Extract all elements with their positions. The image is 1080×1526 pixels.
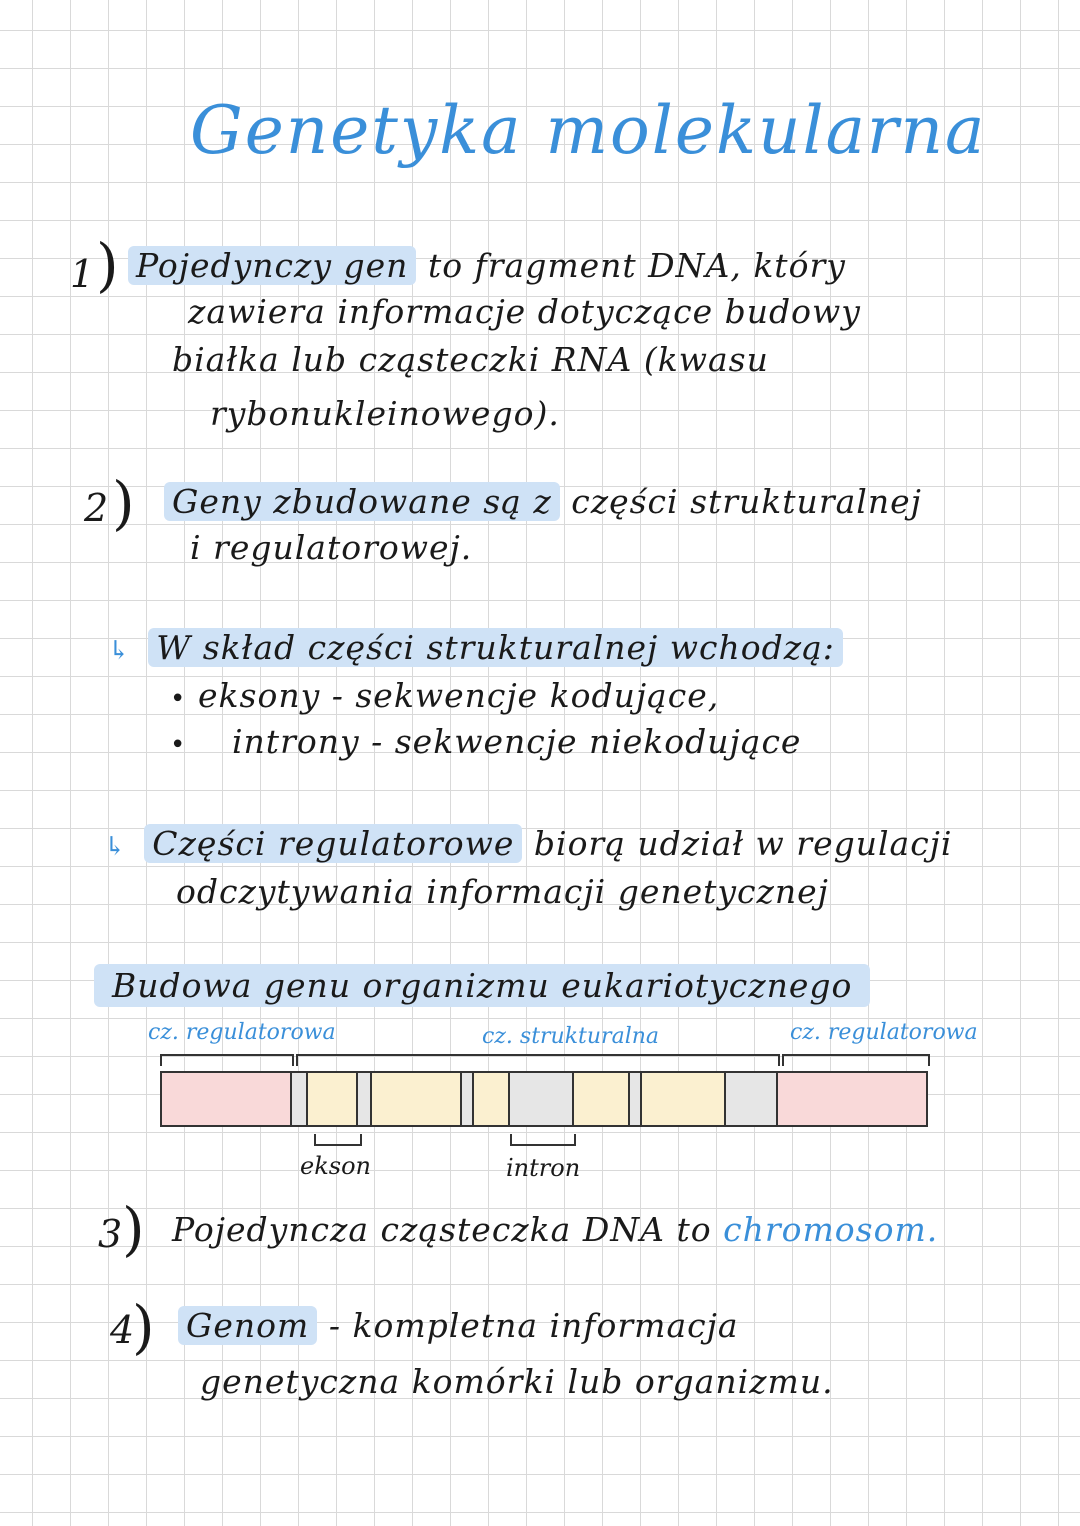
section-2-text-1: części strukturalnej xyxy=(571,482,922,521)
page-title: Genetyka molekularna xyxy=(190,92,987,169)
label-exon: ekson xyxy=(300,1152,371,1180)
segment-exon xyxy=(642,1073,726,1125)
section-1-line-1 xyxy=(128,246,846,285)
label-regulatory-left: cz. regulatorowa xyxy=(148,1020,336,1045)
regulatory-line-1 xyxy=(104,824,952,863)
diagram-heading: Budowa genu organizmu eukariotycznego xyxy=(94,964,870,1007)
structural-heading: W skład części strukturalnej wchodzą: xyxy=(148,628,843,667)
point-4-paren: ) xyxy=(132,1293,155,1361)
segment-exon xyxy=(372,1073,462,1125)
segment-intron xyxy=(358,1073,372,1125)
segment-intron xyxy=(510,1073,574,1125)
point-4-number: 4 xyxy=(110,1308,135,1352)
section-1-line-2: zawiera informacje dotyczące budowy xyxy=(188,292,861,331)
bracket-regulatory-left xyxy=(160,1054,294,1066)
segment-intron xyxy=(726,1073,778,1125)
point-3-number: 3 xyxy=(98,1212,123,1256)
bracket-structural xyxy=(296,1054,780,1066)
section-1-highlight: Pojedynczy gen xyxy=(128,246,416,285)
segment-regulatory xyxy=(778,1073,926,1125)
segment-exon xyxy=(308,1073,358,1125)
section-1-line-4: rybonukleinowego). xyxy=(210,394,560,433)
arrow-icon: ↳ xyxy=(104,832,127,862)
section-2-paren: ) xyxy=(112,469,135,537)
arrow-icon: ↳ xyxy=(108,636,131,666)
label-structural: cz. strukturalna xyxy=(482,1024,660,1049)
regulatory-line-2: odczytywania informacji genetycznej xyxy=(176,872,829,911)
structural-bullet-1: eksony - sekwencje kodujące, xyxy=(198,676,720,715)
diagram-heading-line xyxy=(94,966,870,1005)
section-2-line-1 xyxy=(164,482,922,521)
bracket-intron xyxy=(510,1134,576,1146)
regulatory-text-1: biorą udział w regulacji xyxy=(533,824,953,863)
segment-intron xyxy=(292,1073,308,1125)
point-3-line xyxy=(172,1210,938,1249)
segment-exon xyxy=(574,1073,630,1125)
section-1-number: 1 xyxy=(70,252,95,296)
segment-intron xyxy=(630,1073,642,1125)
segment-exon xyxy=(474,1073,510,1125)
bracket-regulatory-right xyxy=(782,1054,930,1066)
segment-intron xyxy=(462,1073,474,1125)
structural-heading-line xyxy=(108,628,843,667)
section-1-text-1: to fragment DNA, który xyxy=(427,246,846,285)
bullet-icon: • xyxy=(170,684,186,714)
point-4-highlight: Genom xyxy=(178,1306,317,1345)
segment-regulatory xyxy=(162,1073,292,1125)
bullet-icon: • xyxy=(170,730,186,760)
point-3-blue-word: chromosom. xyxy=(723,1210,939,1249)
regulatory-highlight: Części regulatorowe xyxy=(144,824,522,863)
point-4-text-1: - kompletna informacja xyxy=(328,1306,739,1345)
gene-diagram xyxy=(160,1071,928,1127)
label-regulatory-right: cz. regulatorowa xyxy=(790,1020,978,1045)
section-2-highlight: Geny zbudowane są z xyxy=(164,482,560,521)
structural-bullet-2: introny - sekwencje niekodujące xyxy=(232,722,802,761)
point-3-paren: ) xyxy=(122,1195,145,1263)
point-4-line-1 xyxy=(178,1306,739,1345)
section-1-paren: ) xyxy=(96,231,119,299)
section-2-number: 2 xyxy=(84,486,109,530)
label-intron: intron xyxy=(506,1154,581,1182)
section-2-line-2: i regulatorowej. xyxy=(190,528,473,567)
point-3-text: Pojedyncza cząsteczka DNA to xyxy=(172,1210,712,1249)
point-4-line-2: genetyczna komórki lub organizmu. xyxy=(200,1362,834,1401)
section-1-line-3: białka lub cząsteczki RNA (kwasu xyxy=(172,340,769,379)
bracket-exon xyxy=(314,1134,362,1146)
